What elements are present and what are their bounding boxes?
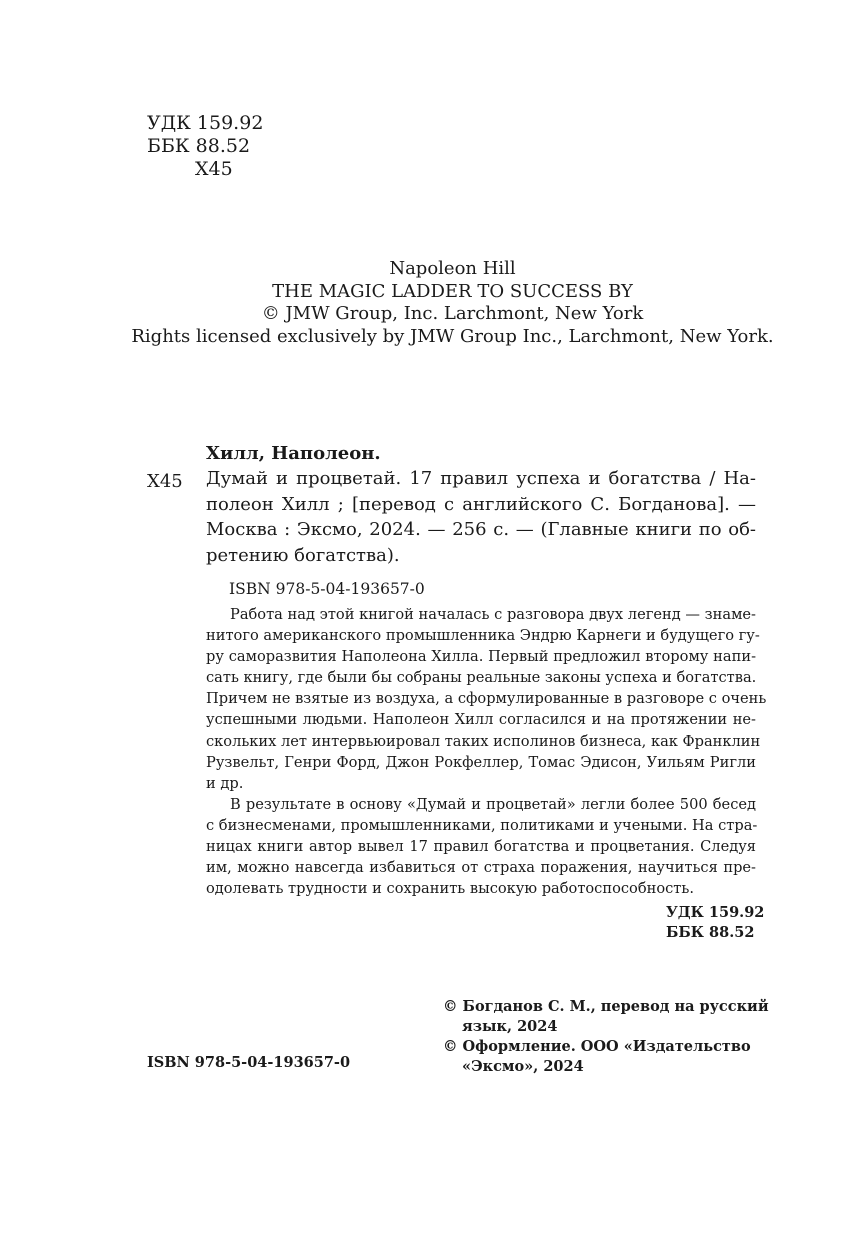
entry-author-sign: Х45	[147, 471, 183, 492]
annotation-line: ру саморазвития Наполеона Хилла. Первый предложил второму напи-	[206, 648, 756, 666]
annotation-line: Причем не взятые из воздуха, а сформулированные в разговоре с очень	[206, 690, 767, 708]
entry-line: полеон Хилл ; [перевод с английского С. Богданова]. —	[206, 493, 756, 515]
entry-isbn: ISBN 978-5-04-193657-0	[229, 580, 425, 598]
annotation-line: с бизнесменами, промышленниками, политиками и учеными. На стра-	[206, 816, 758, 834]
annotation-line: сать книгу, где были бы собраны реальные законы успеха и богатства.	[206, 669, 757, 687]
entry-line: Думай и процветай. 17 правил успеха и богатства / На-	[206, 468, 756, 489]
original-author: Napoleon Hill	[389, 258, 516, 279]
bbk-code: ББК 88.52	[147, 135, 251, 157]
design-copyright: © Оформление. ООО «Издательство	[443, 1038, 751, 1055]
annotation-line: одолевать трудности и сохранить высокую работоспособность.	[206, 880, 694, 898]
original-rights: Rights licensed exclusively by JMW Group Inc., Larchmont, New York.	[131, 325, 774, 347]
entry-author: Хилл, Наполеон.	[206, 443, 381, 464]
udk-code: УДК 159.92	[666, 904, 765, 921]
annotation-line: им, можно навсегда избавиться от страха поражения, научиться пре-	[206, 859, 756, 877]
original-title: THE MAGIC LADDER TO SUCCESS BY	[272, 280, 633, 302]
annotation-line: нитого американского промышленника Эндрю Карнеги и будущего гу-	[206, 627, 760, 645]
classification-codes-header	[147, 112, 263, 181]
author-sign: Х45	[195, 158, 233, 180]
entry-line: ретению богатства).	[206, 544, 400, 566]
bbk-code: ББК 88.52	[666, 924, 755, 941]
bibliographic-entry	[206, 466, 756, 568]
annotation-line: и др.	[206, 774, 244, 792]
annotation-line: ницах книги автор вывел 17 правил богатства и процветания. Следуя	[206, 838, 756, 856]
original-edition-info	[0, 258, 845, 348]
translation-copyright-cont: язык, 2024	[462, 1018, 558, 1035]
translation-copyright: © Богданов С. М., перевод на русский	[443, 998, 769, 1015]
copyright-notices	[443, 997, 769, 1077]
annotation-line: В результате в основу «Думай и процветай» легли более 500 бесед	[230, 795, 756, 813]
annotation-line: Рузвельт, Генри Форд, Джон Рокфеллер, Томас Эдисон, Уильям Ригли	[206, 753, 756, 771]
annotation-line: Работа над этой книгой началась с разговора двух легенд — знаме-	[230, 606, 756, 623]
annotation-line: скольких лет интервьюировал таких исполинов бизнеса, как Франклин	[206, 732, 761, 750]
original-copyright: © JMW Group, Inc. Larchmont, New York	[261, 303, 644, 324]
isbn-footer: ISBN 978-5-04-193657-0	[147, 1054, 351, 1071]
entry-line: Москва : Эксмо, 2024. — 256 с. — (Главные книги по об-	[206, 519, 756, 540]
udk-code: УДК 159.92	[147, 112, 264, 134]
design-copyright-cont: «Эксмо», 2024	[462, 1058, 584, 1075]
classification-codes-footer	[666, 903, 764, 943]
annotation-line: успешными людьми. Наполеон Хилл согласился и на протяжении не-	[206, 711, 756, 729]
annotation	[206, 604, 767, 899]
